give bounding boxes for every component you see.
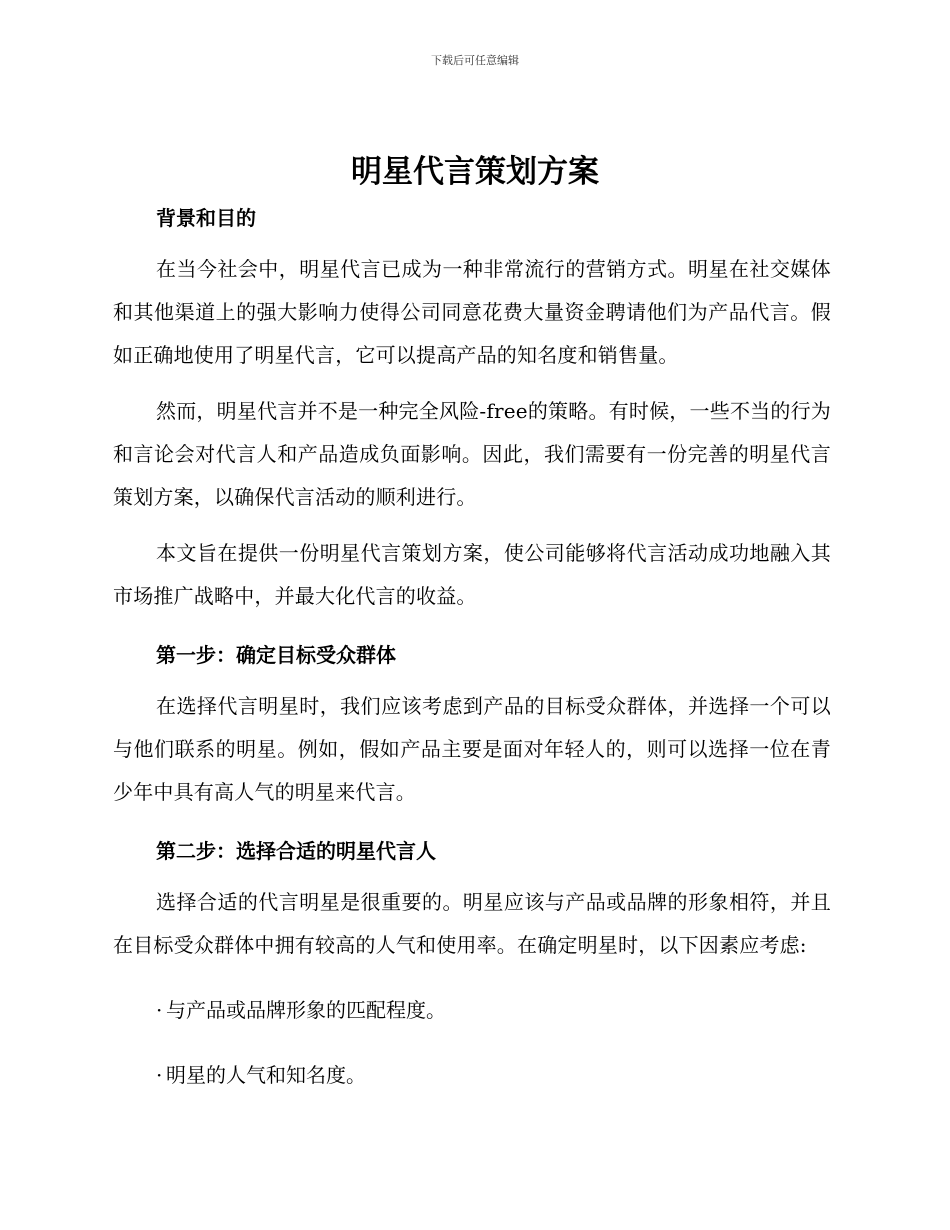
section-heading-step1: 第一步：确定目标受众群体: [156, 643, 396, 667]
header-note: 下载后可任意编辑: [431, 54, 519, 67]
paragraph: 选择合适的代言明星是很重要的。明星应该与产品或品牌的形象相符，并且在目标受众群体中拥有较高的人气和使用率。在确定明星时，以下因素应考虑:: [113, 890, 831, 957]
section-heading-background: 背景和目的: [156, 206, 256, 230]
section-heading-step2: 第二步：选择合适的明星代言人: [156, 839, 436, 863]
list-item: [113, 1054, 831, 1097]
bullet-marker: ·: [156, 1063, 163, 1087]
list-item: [113, 989, 831, 1032]
list-item-text: 明星的人气和知名度。: [166, 1063, 366, 1087]
document-title: 明星代言策划方案: [351, 154, 599, 190]
paragraph: 在当今社会中，明星代言已成为一种非常流行的营销方式。明星在社交媒体和其他渠道上的强大影响力使得公司同意花费大量资金聘请他们为产品代言。假如正确地使用了明星代言，它可以提高产品的知名度和销售量。: [113, 257, 831, 367]
bullet-marker: ·: [156, 998, 163, 1022]
paragraph: 然而，明星代言并不是一种完全风险-free的策略。有时候，一些不当的行为和言论会对代言人和产品造成负面影响。因此，我们需要有一份完善的明星代言策划方案，以确保代言活动的顺利进行。: [113, 399, 831, 509]
document-body: [113, 203, 831, 1097]
paragraph: 本文旨在提供一份明星代言策划方案，使公司能够将代言活动成功地融入其市场推广战略中，并最大化代言的收益。: [113, 541, 831, 608]
list-item-text: 与产品或品牌形象的匹配程度。: [166, 998, 446, 1022]
paragraph: 在选择代言明星时，我们应该考虑到产品的目标受众群体，并选择一个可以与他们联系的明星。例如，假如产品主要是面对年轻人的，则可以选择一位在青少年中具有高人气的明星来代言。: [113, 694, 831, 804]
